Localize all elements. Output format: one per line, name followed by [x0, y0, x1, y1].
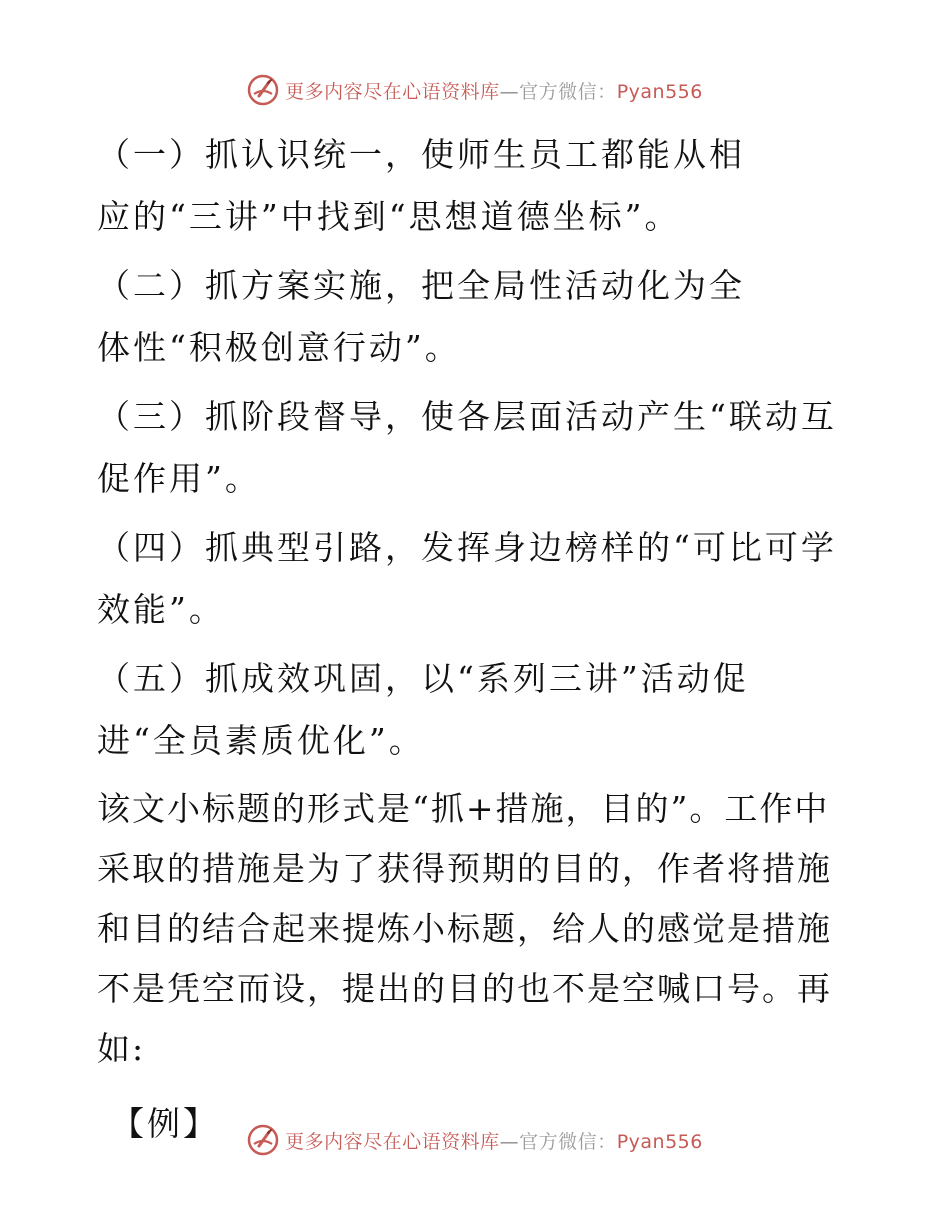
body-paragraph: 该文小标题的形式是“抓+措施，目的”。工作中采取的措施是为了获得预期的目的，作者将措施和目的结合起来提炼小标题，给人的感觉是措施不是凭空而设，提出的目的也不是空喊口号。再如:	[97, 789, 832, 1068]
header-banner	[0, 70, 950, 110]
banner-site-name: 更多内容尽在心语资料库	[285, 80, 500, 103]
paragraph-4: （四）抓典型引路，发挥身边榜样的“可比可学效能”。	[97, 528, 837, 629]
banner-wechat-id: Pyan556	[616, 80, 703, 103]
example-label: 【例】	[111, 1104, 219, 1143]
book-pen-logo-icon	[247, 74, 279, 106]
footer-banner	[0, 1120, 950, 1160]
paragraph-2: （二）抓方案实施，把全局性活动化为全体性“积极创意行动”。	[97, 266, 745, 367]
banner-site-name: 更多内容尽在心语资料库	[285, 1130, 500, 1153]
banner-separator: —	[499, 80, 520, 103]
banner-wechat-label: 官方微信：	[519, 1130, 617, 1153]
document-body	[97, 124, 857, 1162]
banner-wechat-label: 官方微信：	[519, 80, 617, 103]
banner-separator: —	[499, 1130, 520, 1153]
banner-text	[285, 1127, 703, 1154]
paragraph-1: （一）抓认识统一，使师生员工都能从相应的“三讲”中找到“思想道德坐标”。	[97, 135, 745, 236]
paragraph-3: （三）抓阶段督导，使各层面活动产生“联动互促作用”。	[97, 397, 837, 498]
paragraph-5: （五）抓成效巩固，以“系列三讲”活动促进“全员素质优化”。	[97, 659, 749, 760]
book-pen-logo-icon	[247, 1124, 279, 1156]
banner-text	[285, 77, 703, 104]
banner-wechat-id: Pyan556	[616, 1130, 703, 1153]
